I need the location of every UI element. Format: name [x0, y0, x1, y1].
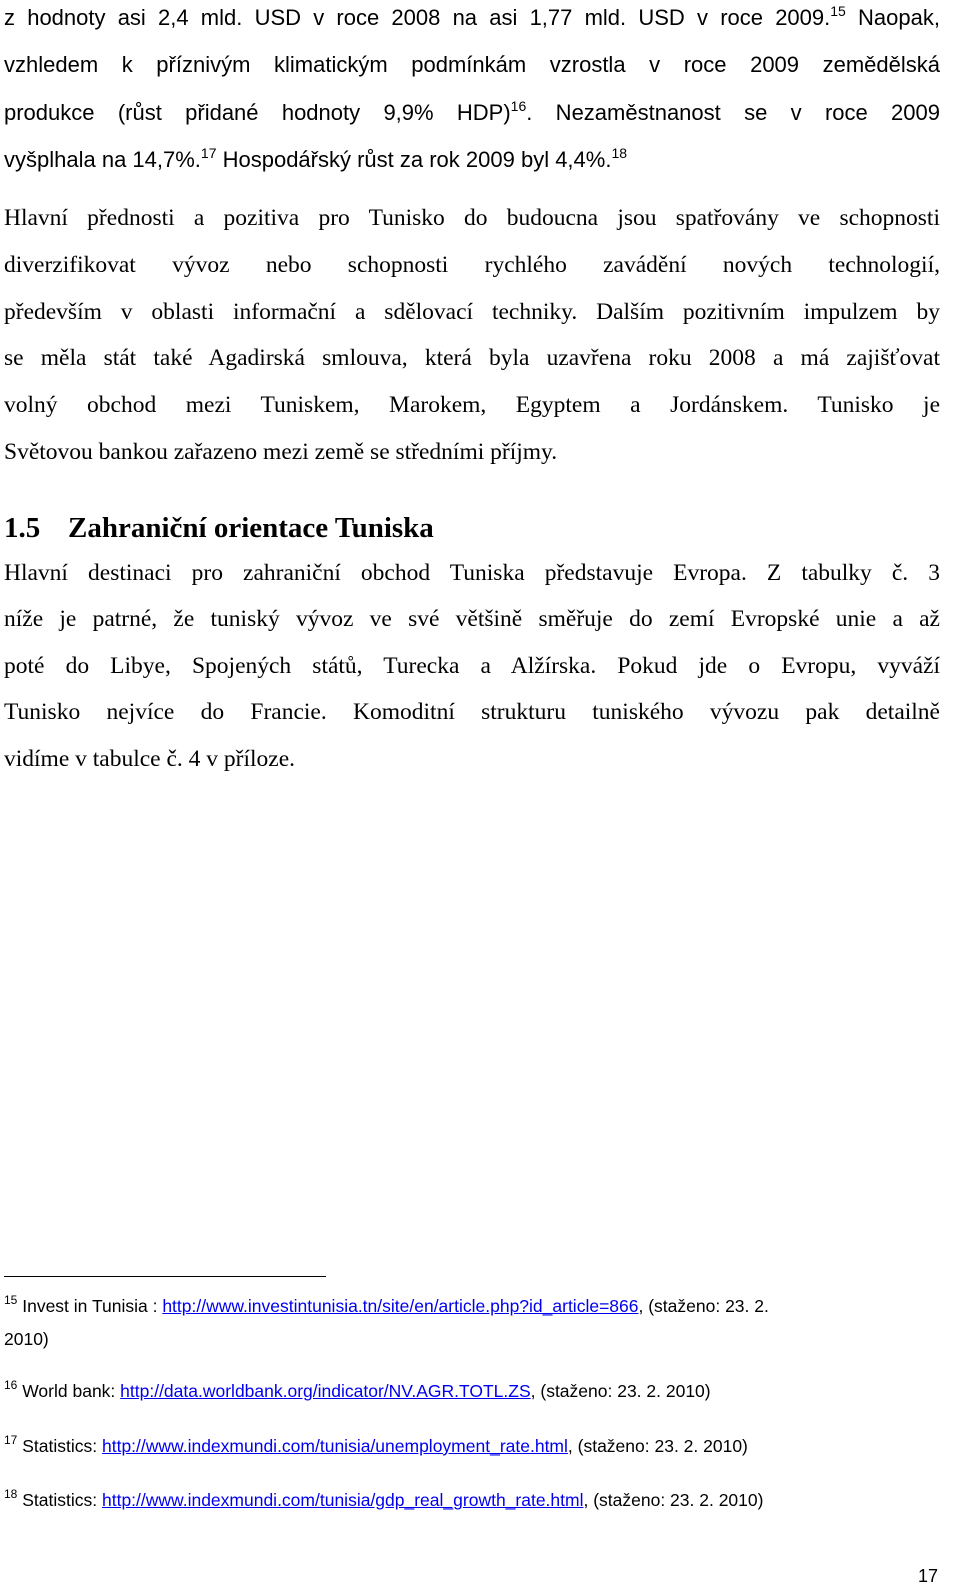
footnote-ref-16[interactable]: 16 [510, 98, 527, 114]
paragraph-line: diverzifikovat vývoz nebo schopnosti rychlého zavádění nových technologií, [4, 252, 940, 278]
footnote-link[interactable]: http://data.worldbank.org/indicator/NV.AGR.TOTL.ZS [120, 1381, 531, 1401]
paragraph-line: Světovou bankou zařazeno mezi země se středními příjmy. [4, 439, 558, 465]
paragraph-line: Tunisko nejvíce do Francie. Komoditní strukturu tuniského vývozu pak detailně [4, 699, 940, 725]
text-span: z hodnoty asi 2,4 mld. USD v roce 2008 na asi 1,77 mld. USD v roce 2009. [4, 5, 831, 30]
footnote-link[interactable]: http://www.indexmundi.com/tunisia/unemployment_rate.html [101, 1436, 568, 1456]
footnote-suffix: , (staženo: 23. 2. 2010) [567, 1436, 748, 1456]
footnote-separator [4, 1276, 326, 1277]
paragraph-line: Hlavní přednosti a pozitiva pro Tunisko do budoucna jsou spatřovány ve schopnosti [4, 205, 940, 231]
paragraph-line [4, 144, 940, 176]
footnote-16 [4, 1376, 944, 1406]
footnote-ref-18[interactable]: 18 [611, 145, 628, 161]
footnote-prefix: Invest in Tunisia : [22, 1296, 163, 1316]
text-span: vyšplhala na 14,7%. [4, 147, 201, 172]
footnote-18 [4, 1485, 944, 1515]
paragraph-line: vidíme v tabulce č. 4 v příloze. [4, 746, 296, 772]
footnote-ref-17[interactable]: 17 [200, 145, 217, 161]
text-span: produkce (růst přidané hodnoty 9,9% HDP) [4, 100, 511, 125]
footnote-mark: 17 [4, 1433, 18, 1447]
section-title: Zahraniční orientace Tuniska [68, 512, 434, 544]
footnote-link[interactable]: http://www.investintunisia.tn/site/en/article.php?id_article=866 [162, 1296, 639, 1316]
footnote-mark: 15 [4, 1293, 18, 1307]
footnote-mark: 18 [4, 1487, 18, 1501]
text-span: Naopak, [845, 5, 940, 30]
paragraph-line: níže je patrné, že tuniský vývoz ve své většině směřuje do zemí Evropské unie a až [4, 606, 940, 632]
footnote-15-continuation: 2010) [4, 1329, 49, 1349]
paragraph-line: Hlavní destinaci pro zahraniční obchod Tuniska představuje Evropa. Z tabulky č. 3 [4, 560, 940, 586]
footnote-ref-15[interactable]: 15 [830, 3, 846, 19]
paragraph-line: především v oblasti informační a sdělovací techniky. Dalším pozitivním impulzem by [4, 299, 940, 325]
footnote-link[interactable]: http://www.indexmundi.com/tunisia/gdp_real_growth_rate.html [101, 1490, 584, 1510]
footnote-prefix: Statistics: [22, 1490, 102, 1510]
text-span: Hospodářský růst za rok 2009 byl 4,4%. [216, 147, 612, 172]
footnote-15 [4, 1291, 944, 1321]
footnote-prefix: Statistics: [22, 1436, 102, 1456]
paragraph-line [4, 97, 940, 129]
footnote-suffix: , (staženo: 23. 2. 2010) [530, 1381, 711, 1401]
footnote-suffix: , (staženo: 23. 2. [638, 1296, 769, 1316]
section-number: 1.5 [4, 512, 41, 544]
footnote-mark: 16 [4, 1378, 18, 1392]
paragraph-line: volný obchod mezi Tuniskem, Marokem, Egyptem a Jordánskem. Tunisko je [4, 392, 940, 418]
footnote-prefix: World bank: [22, 1381, 121, 1401]
paragraph-line [4, 2, 940, 34]
footnote-suffix: , (staženo: 23. 2. 2010) [583, 1490, 764, 1510]
footnote-17 [4, 1431, 944, 1461]
section-heading [4, 508, 434, 548]
paragraph-line: se měla stát také Agadirská smlouva, která byla uzavřena roku 2008 a má zajišťovat [4, 345, 940, 371]
page-number: 17 [917, 1566, 938, 1586]
text-span: . Nezaměstnanost se v roce 2009 [526, 100, 940, 125]
paragraph-line: vzhledem k příznivým klimatickým podmínkám vzrostla v roce 2009 zemědělská [4, 52, 940, 77]
paragraph-line: poté do Libye, Spojených států, Turecka a Alžírska. Pokud jde o Evropu, vyváží [4, 653, 940, 679]
